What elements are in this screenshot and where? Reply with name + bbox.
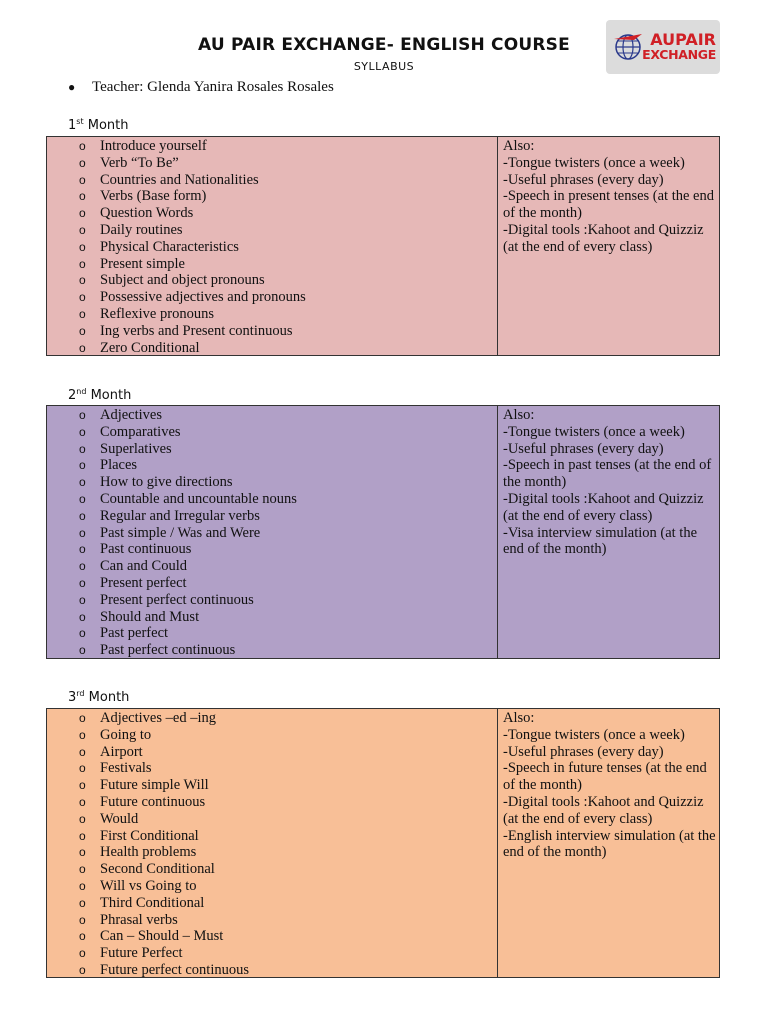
circle-bullet-icon: o [79, 559, 86, 574]
circle-bullet-icon: o [79, 811, 86, 826]
circle-bullet-icon: o [79, 711, 86, 725]
topic-item: o Question Words [79, 205, 194, 222]
circle-bullet-icon: o [79, 290, 86, 305]
circle-bullet-icon: o [79, 542, 86, 557]
topic-item: o Places [79, 457, 138, 474]
topic-item: o Zero Conditional [79, 339, 200, 356]
month-3-notes [503, 710, 717, 861]
circle-bullet-icon: o [79, 155, 86, 170]
circle-bullet-icon: o [79, 408, 86, 422]
note-item: Also: [503, 407, 535, 423]
topic-item: o Can – Should – Must [79, 928, 224, 945]
circle-bullet-icon: o [79, 626, 86, 641]
note-item: -Speech in present tenses (at the end of the month) [503, 188, 714, 222]
topic-item: o Would [79, 810, 139, 827]
topic-item: o Third Conditional [79, 894, 205, 911]
note-item: -Useful phrases (every day) [503, 171, 664, 188]
topic-item: o Airport [79, 743, 143, 760]
topic-item: o Present simple [79, 255, 185, 272]
month-2-table [46, 405, 720, 659]
topic-item: o Future simple Will [79, 777, 209, 794]
circle-bullet-icon: o [79, 895, 86, 910]
circle-bullet-icon: o [79, 222, 86, 237]
note-item: -Useful phrases (every day) [503, 440, 664, 457]
note-item: -Tongue twisters (once a week) [503, 726, 685, 743]
topic-item: o Past perfect [79, 625, 169, 642]
circle-bullet-icon: o [79, 778, 86, 793]
topic-item: o Physical Characteristics [79, 238, 239, 255]
month-3-table [46, 708, 720, 978]
circle-bullet-icon: o [79, 643, 86, 658]
teacher-line [68, 79, 334, 96]
topic-item: o Ing verbs and Present continuous [79, 322, 293, 339]
circle-bullet-icon: o [79, 929, 86, 944]
note-item: -English interview simulation (at the end of the month) [503, 827, 716, 861]
topic-item: o Future Perfect [79, 945, 183, 962]
topic-item: o Festivals [79, 760, 152, 777]
circle-bullet-icon: o [79, 172, 86, 187]
topic-item: o Future continuous [79, 793, 206, 810]
note-item: Also: [503, 710, 535, 726]
circle-bullet-icon: o [79, 475, 86, 490]
topic-item: o Health problems [79, 844, 197, 861]
logo-text-exchange: EXCHANGE [642, 47, 716, 62]
circle-bullet-icon: o [79, 761, 86, 776]
document-title: AU PAIR EXCHANGE- ENGLISH COURSE [198, 35, 570, 55]
month-1-notes [503, 138, 717, 256]
note-item: -Tongue twisters (once a week) [503, 154, 685, 171]
circle-bullet-icon: o [79, 592, 86, 607]
circle-bullet-icon: o [79, 139, 86, 153]
globe-plane-icon [612, 30, 646, 64]
topic-item: o Can and Could [79, 558, 187, 575]
circle-bullet-icon: o [79, 575, 86, 590]
month-2-topics [47, 407, 497, 659]
month-1-table [46, 136, 720, 356]
topic-item: o Possessive adjectives and pronouns [79, 289, 306, 306]
note-item: -Speech in future tenses (at the end of the month) [503, 760, 707, 794]
circle-bullet-icon: o [79, 273, 86, 288]
topic-item: o Reflexive pronouns [79, 305, 214, 322]
circle-bullet-icon: o [79, 609, 86, 624]
circle-bullet-icon: o [79, 878, 86, 893]
note-item: -Useful phrases (every day) [503, 743, 664, 760]
month-3-topics [47, 710, 497, 979]
topic-item: o Daily routines [79, 221, 183, 238]
topic-item: o Will vs Going to [79, 877, 197, 894]
circle-bullet-icon: o [79, 794, 86, 809]
circle-bullet-icon: o [79, 458, 86, 473]
circle-bullet-icon: o [79, 744, 86, 759]
circle-bullet-icon: o [79, 441, 86, 456]
topic-item: o Verbs (Base form) [79, 188, 207, 205]
circle-bullet-icon: o [79, 962, 86, 977]
circle-bullet-icon: o [79, 206, 86, 221]
circle-bullet-icon: o [79, 845, 86, 860]
topic-item: o How to give directions [79, 474, 233, 491]
month-1-label: 1st Month [68, 117, 129, 133]
circle-bullet-icon: o [79, 239, 86, 254]
month-2-label: 2nd Month [68, 387, 132, 403]
topic-item: o Countable and uncountable nouns [79, 490, 297, 507]
topic-item: o Going to [79, 726, 152, 743]
note-item: Also: [503, 138, 535, 154]
topic-item: o Phrasal verbs [79, 911, 178, 928]
circle-bullet-icon: o [79, 862, 86, 877]
note-item: -Digital tools :Kahoot and Quizziz (at the end of every class) [503, 793, 704, 827]
month-1-topics [47, 138, 497, 356]
circle-bullet-icon: o [79, 323, 86, 338]
month-3-label: 3rd Month [68, 689, 130, 705]
topic-item: o Regular and Irregular verbs [79, 507, 260, 524]
topic-item: o Second Conditional [79, 861, 215, 878]
topic-item: o Present perfect [79, 574, 187, 591]
topic-item: o Past perfect continuous [79, 642, 236, 659]
circle-bullet-icon: o [79, 525, 86, 540]
month-2-notes [503, 407, 717, 558]
aupair-exchange-logo [606, 20, 720, 74]
circle-bullet-icon: o [79, 508, 86, 523]
topic-item: o Superlatives [79, 440, 172, 457]
circle-bullet-icon: o [79, 340, 86, 355]
circle-bullet-icon: o [79, 189, 86, 204]
topic-item: o Countries and Nationalities [79, 171, 259, 188]
bullet-icon: ● [68, 80, 76, 94]
circle-bullet-icon: o [79, 491, 86, 506]
circle-bullet-icon: o [79, 828, 86, 843]
topic-item: o Subject and object pronouns [79, 272, 265, 289]
topic-item: o Adjectives [79, 407, 163, 423]
topic-item: o Comparatives [79, 423, 181, 440]
circle-bullet-icon: o [79, 424, 86, 439]
teacher-name: Teacher: Glenda Yanira Rosales Rosales [92, 79, 334, 95]
column-divider [497, 406, 498, 658]
topic-item: o Should and Must [79, 608, 200, 625]
circle-bullet-icon: o [79, 946, 86, 961]
topic-item: o Past simple / Was and Were [79, 524, 261, 541]
topic-item: o Verb “To Be” [79, 154, 179, 171]
topic-item: o Introduce yourself [79, 138, 207, 154]
logo-text-aupair: AUPAIR [650, 30, 716, 49]
topic-item: o First Conditional [79, 827, 199, 844]
note-item: -Digital tools :Kahoot and Quizziz (at the end of every class) [503, 221, 704, 255]
note-item: -Visa interview simulation (at the end of the month) [503, 524, 698, 558]
column-divider [497, 709, 498, 977]
topic-item: o Present perfect continuous [79, 591, 254, 608]
circle-bullet-icon: o [79, 912, 86, 927]
circle-bullet-icon: o [79, 727, 86, 742]
note-item: -Speech in past tenses (at the end of the month) [503, 457, 712, 491]
circle-bullet-icon: o [79, 256, 86, 271]
topic-item: o Past continuous [79, 541, 192, 558]
topic-item: o Adjectives –ed –ing [79, 710, 216, 726]
topic-item: o Future perfect continuous [79, 961, 249, 978]
note-item: -Tongue twisters (once a week) [503, 423, 685, 440]
note-item: -Digital tools :Kahoot and Quizziz (at the end of every class) [503, 490, 704, 524]
document-subtitle: SYLLABUS [353, 60, 415, 73]
circle-bullet-icon: o [79, 306, 86, 321]
column-divider [497, 137, 498, 355]
